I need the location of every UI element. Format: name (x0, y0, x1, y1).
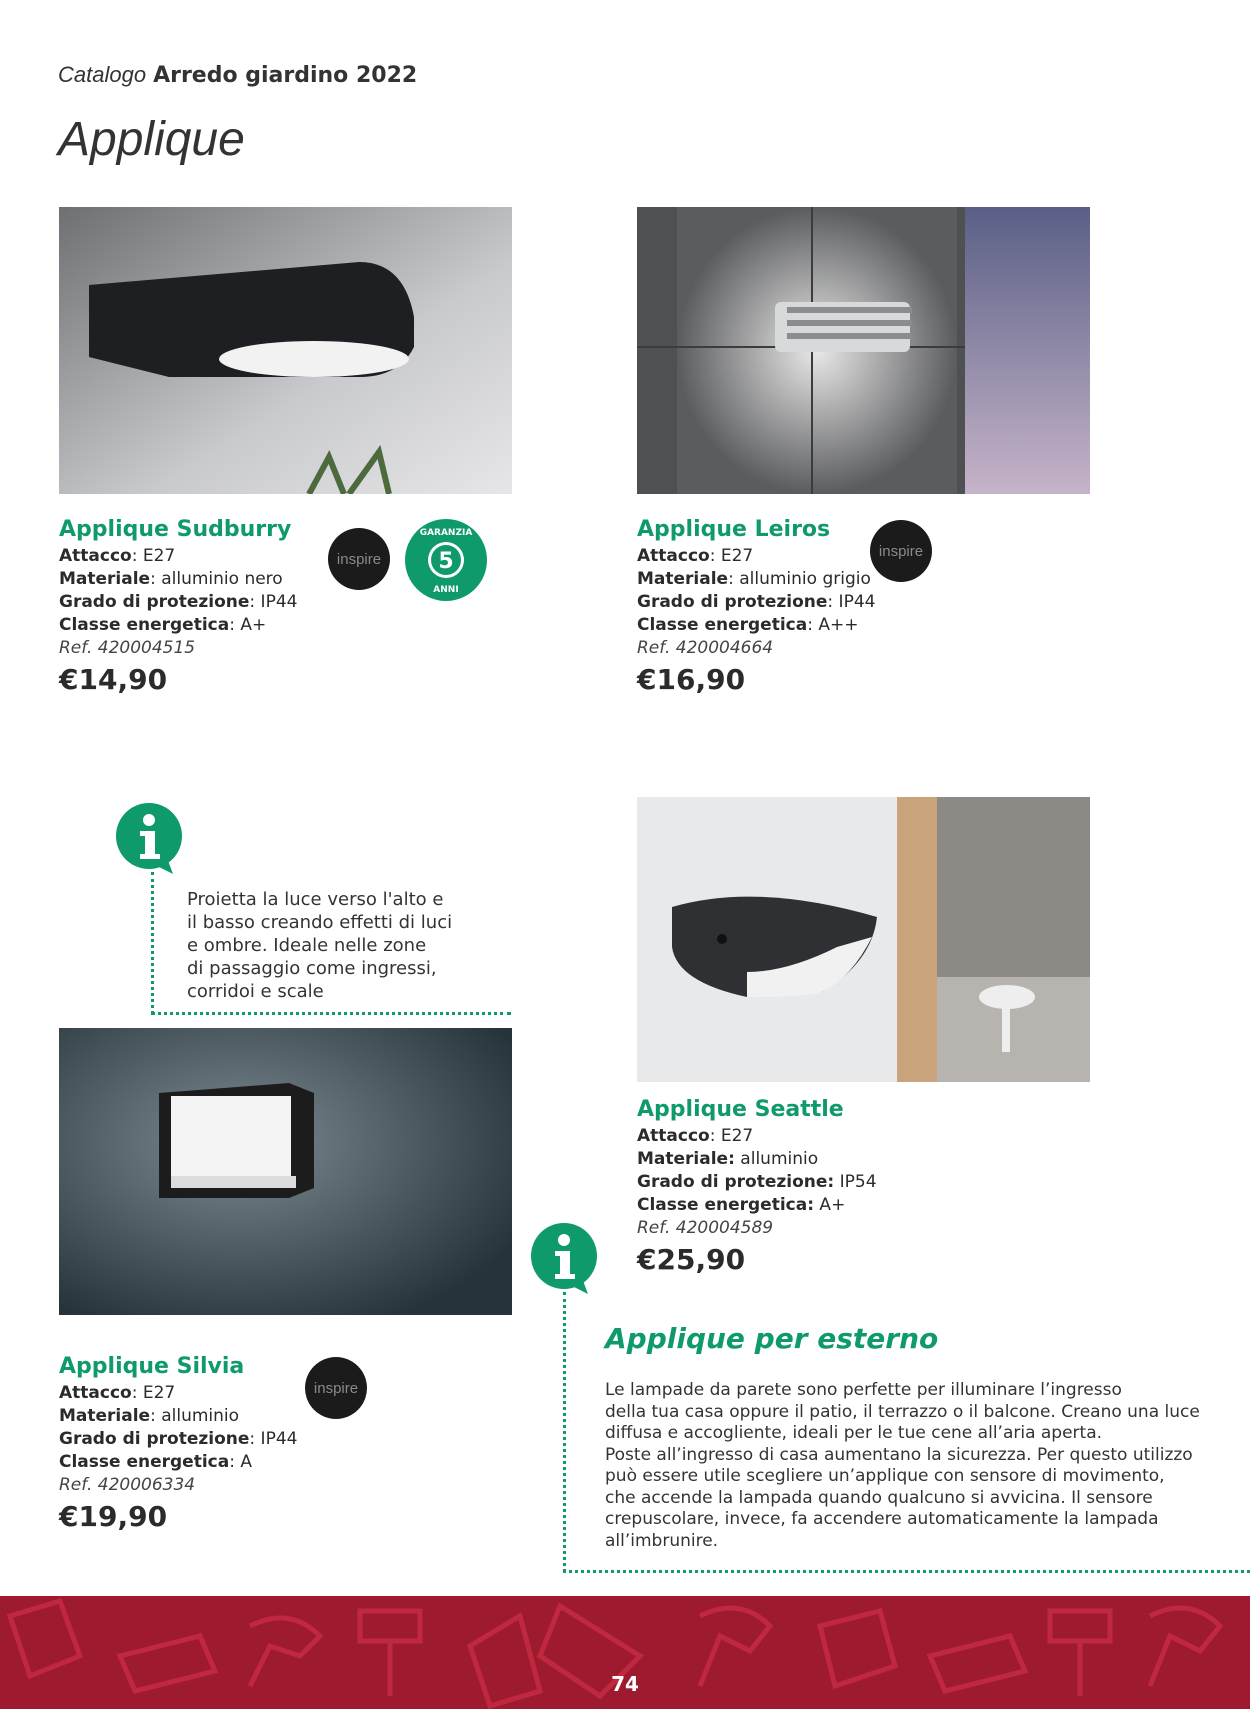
product-photo-leiros (637, 207, 1090, 494)
product-price: €25,90 (637, 1243, 746, 1276)
product-info-seattle (637, 1095, 877, 1278)
info-box-border-left (151, 872, 154, 1014)
spec-attacco: Attacco: E27 (59, 1383, 176, 1403)
product-price: €16,90 (637, 663, 746, 696)
article-title: Applique per esterno (605, 1322, 939, 1355)
page-number: 74 (611, 1672, 639, 1696)
product-ref: Ref. 420004515 (59, 638, 196, 658)
product-photo-silvia (59, 1028, 512, 1315)
spec-attacco: Attacco: E27 (637, 546, 754, 566)
product-price: €14,90 (59, 663, 168, 696)
garanzia-badge (404, 518, 488, 602)
garanzia-bottom: ANNI (433, 585, 459, 595)
product-ref: Ref. 420004664 (637, 638, 774, 658)
inspire-badge: inspire (305, 1357, 367, 1419)
product-name: Applique Leiros (637, 517, 831, 542)
article-body: Le lampade da parete sono perfette per illuminare l’ingresso della tua casa oppure il patio, il terrazzo o il balcone. Creano una luce diffusa e accogliente, ideali per le tue cene all’aria aperta. Poste all’ingresso di casa aumentano la sicurezza. Per questo utilizzo può essere utile scegliere un’applique con sensore di movimento, che accende la lampada quando qualcuno si avvicina. Il sensore crepuscolare, invece, fa accendere automaticamente la lampada all’imbrunire. (605, 1380, 1200, 1551)
catalog-heading (58, 62, 417, 88)
garanzia-number: 5 (438, 549, 454, 574)
article-border-left (563, 1292, 566, 1572)
catalog-prefix: Catalogo (58, 62, 147, 87)
spec-grado: Grado di protezione: IP44 (637, 592, 876, 612)
page-title: Applique (58, 113, 245, 166)
garanzia-top: GARANZIA (419, 528, 473, 538)
spec-materiale: Materiale: alluminio grigio (637, 569, 871, 589)
spec-attacco: Attacco: E27 (637, 1126, 754, 1146)
spec-grado: Grado di protezione: IP44 (59, 592, 298, 612)
product-photo-sudburry (59, 207, 512, 494)
product-name: Applique Seattle (637, 1097, 844, 1122)
spec-classe: Classe energetica: A (59, 1452, 252, 1472)
product-info-leiros (637, 515, 875, 698)
spec-materiale: Materiale: alluminio (637, 1149, 819, 1169)
info-box-border-bottom (151, 1012, 511, 1015)
product-ref: Ref. 420006334 (59, 1475, 196, 1495)
spec-classe: Classe energetica: A+ (637, 1195, 846, 1215)
product-info-silvia (59, 1352, 297, 1535)
product-info-sudburry (59, 515, 297, 698)
product-photo-seattle (637, 797, 1090, 1082)
info-icon (528, 1222, 600, 1294)
product-name: Applique Sudburry (59, 517, 292, 542)
article-border-bottom (563, 1570, 1250, 1573)
spec-grado: Grado di protezione: IP54 (637, 1172, 877, 1192)
product-name: Applique Silvia (59, 1354, 245, 1379)
spec-classe: Classe energetica: A++ (637, 615, 859, 635)
info-text: Proietta la luce verso l'alto e il basso creando effetti di luci e ombre. Ideale nelle zone di passaggio come ingressi, corridoi e scale (187, 889, 453, 1002)
spec-materiale: Materiale: alluminio nero (59, 569, 283, 589)
product-price: €19,90 (59, 1500, 168, 1533)
info-icon (113, 802, 185, 874)
spec-classe: Classe energetica: A+ (59, 615, 267, 635)
product-ref: Ref. 420004589 (637, 1218, 774, 1238)
spec-materiale: Materiale: alluminio (59, 1406, 240, 1426)
spec-attacco: Attacco: E27 (59, 546, 176, 566)
inspire-badge: inspire (870, 520, 932, 582)
inspire-badge: inspire (328, 528, 390, 590)
spec-grado: Grado di protezione: IP44 (59, 1429, 298, 1449)
catalog-title: Arredo giardino 2022 (153, 63, 418, 88)
